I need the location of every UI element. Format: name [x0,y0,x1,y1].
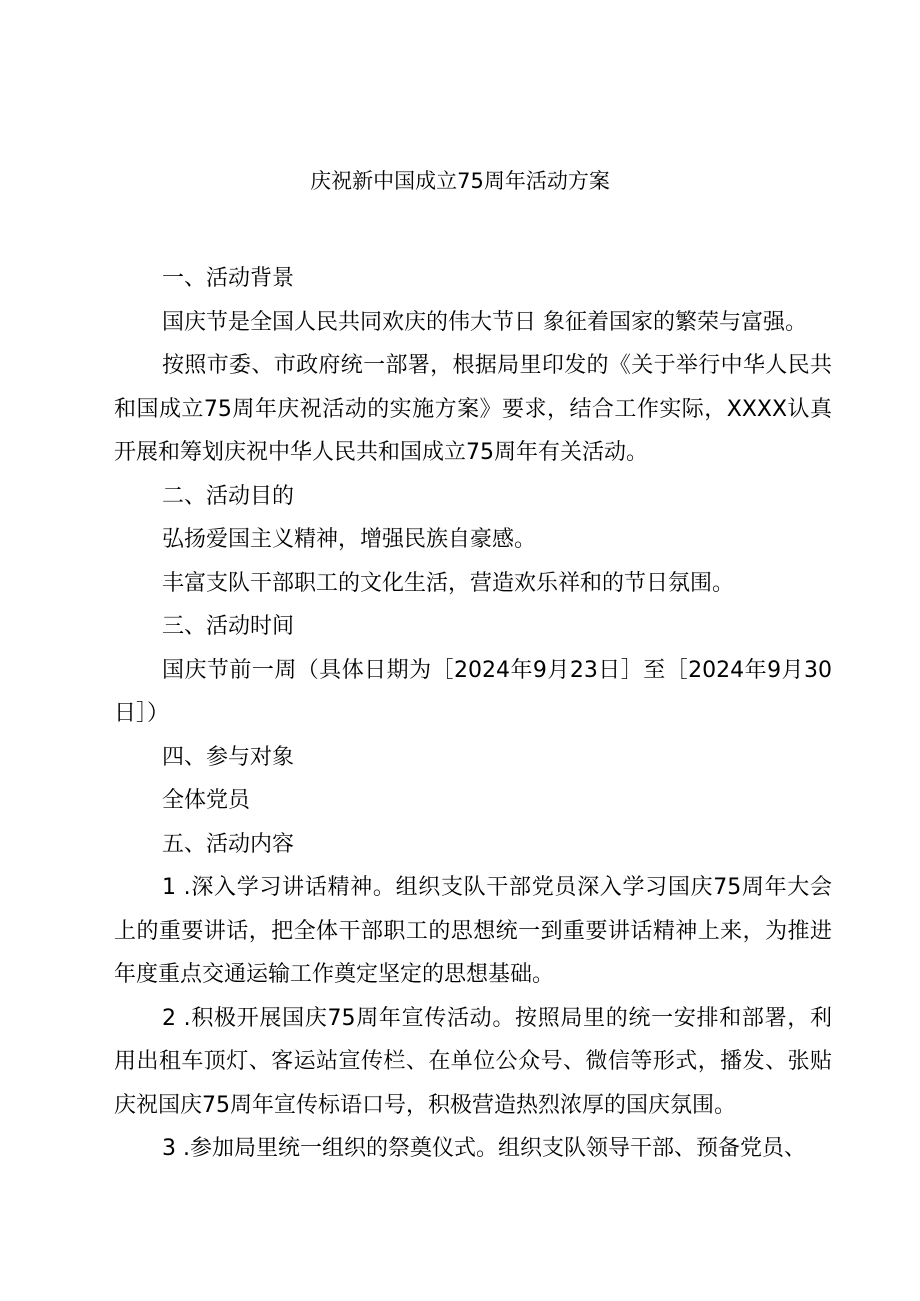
paragraph: 弘扬爱国主义精神，增强民族自豪感。 [162,527,537,552]
paragraph: 丰富支队干部职工的文化生活，营造欢乐祥和的节日氛围。 [162,570,735,596]
paragraph: 全体党员 [162,788,251,813]
section-heading-content: 五、活动内容 [162,831,295,857]
list-item: 1 .深入学习讲话精神。组织支队干部党员深入学习国庆75周年大会上的重要讲话，把全体干部职工的思想统一到重要讲话精神上来，为推进年度重点交通运输工作奠定坚定的思想基础。 [114,875,832,987]
document-body [114,257,832,1171]
paragraph: 国庆节前一周（具体日期为［2024年9月23日］至［2024年9月30日］） [114,657,832,726]
paragraph: 国庆节是全国人民共同欢庆的伟大节日 象征着国家的繁荣与富强。 [162,309,807,335]
list-item: 3 .参加局里统一组织的祭奠仪式。组织支队领导干部、预备党员、 [162,1136,806,1161]
document-title: 庆祝新中国成立75周年活动方案 [310,169,610,193]
list-item: 2 .积极开展国庆75周年宣传活动。按照局里的统一安排和部署，利用出租车顶灯、客运站宣传栏、在单位公众号、微信等形式，播发、张贴庆祝国庆75周年宣传标语口号，积极营造热烈浓厚的国庆氛围。 [114,1005,832,1118]
section-heading-participants: 四、参与对象 [162,744,295,770]
section-heading-background: 一、活动背景 [162,266,295,291]
paragraph: 按照市委、市政府统一部署，根据局里印发的《关于举行中华人民共和国成立75周年庆祝活动的实施方案》要求，结合工作实际，XXXX认真开展和筹划庆祝中华人民共和国成立75周年有关活动。 [114,353,832,465]
section-heading-time: 三、活动时间 [162,614,295,639]
section-heading-purpose: 二、活动目的 [162,483,295,509]
